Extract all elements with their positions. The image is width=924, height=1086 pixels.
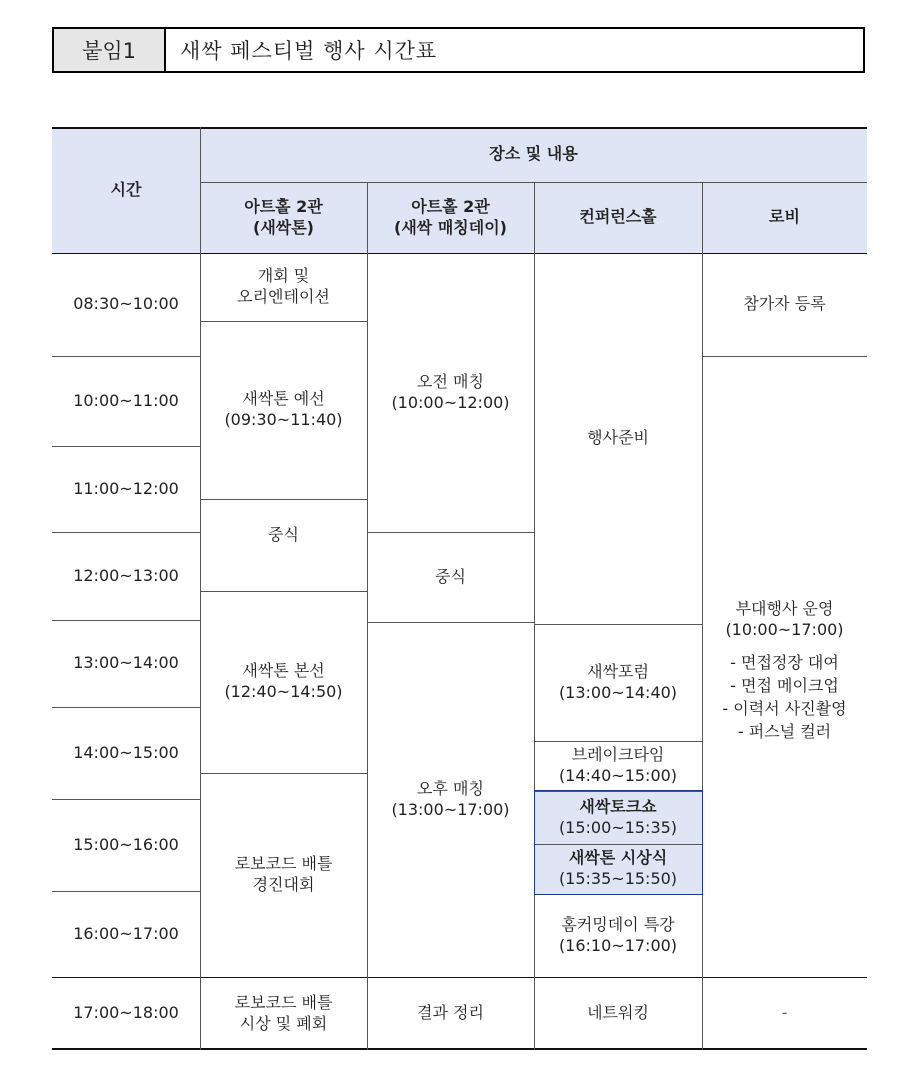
forum-line1: 새싹포럼 xyxy=(587,661,649,681)
prep-label: 행사준비 xyxy=(587,428,649,448)
header-conference-label: 컨퍼런스홀 xyxy=(579,207,657,227)
divider xyxy=(702,356,867,357)
time-slot xyxy=(52,620,200,707)
registration-label: 참가자 등록 xyxy=(743,294,826,314)
ceremony-line2: (15:35~15:50) xyxy=(558,869,678,888)
art-hall-a-award xyxy=(200,977,367,1050)
time-slot-label: 15:00~16:00 xyxy=(73,834,179,854)
art-hall-b-lunch xyxy=(367,532,534,622)
divider xyxy=(52,620,200,621)
morning-line1: 오전 매칭 xyxy=(417,371,484,391)
attachment-title: 새싹 페스티벌 행사 시간표 xyxy=(180,39,438,63)
list-item: - 면접정장 대여 xyxy=(730,652,839,672)
opening-line1: 개회 및 xyxy=(257,266,310,286)
final-line1: 새싹톤 본선 xyxy=(242,661,325,681)
divider xyxy=(534,741,702,742)
lobby-registration xyxy=(702,253,867,356)
time-slot xyxy=(52,707,200,799)
divider xyxy=(200,773,367,774)
time-slot-label: 11:00~12:00 xyxy=(73,478,179,498)
header-art-hall-a-line1: 아트홀 2관 xyxy=(244,196,323,216)
lobby-last-label: - xyxy=(781,1003,788,1023)
header-lobby xyxy=(702,182,867,253)
time-slot-label: 14:00~15:00 xyxy=(73,742,179,762)
header-art-hall-a-line2: (새싹톤) xyxy=(253,217,314,237)
events-line2: (10:00~17:00) xyxy=(725,620,844,640)
art-hall-b-morning xyxy=(367,253,534,532)
award-line2: 시상 및 폐회 xyxy=(239,1013,328,1033)
conference-break xyxy=(534,741,702,791)
divider xyxy=(702,182,703,1050)
art-hall-a-prelim xyxy=(200,321,367,499)
time-slot-label: 17:00~18:00 xyxy=(73,1003,179,1023)
header-venue-group xyxy=(200,127,867,182)
schedule-table xyxy=(52,127,867,1050)
divider xyxy=(534,182,535,1050)
list-item: - 면접 메이크업 xyxy=(730,676,839,696)
divider xyxy=(534,791,702,792)
divider xyxy=(52,253,867,254)
art-hall-a-lunch xyxy=(200,499,367,591)
art-hall-b-lunch-label: 중식 xyxy=(435,566,466,586)
divider xyxy=(367,622,534,623)
homecoming-line2: (16:10~17:00) xyxy=(558,935,678,955)
table-bottom-border xyxy=(52,1048,867,1050)
header-venue-group-label: 장소 및 내용 xyxy=(489,144,578,164)
time-slot-label: 08:30~10:00 xyxy=(73,294,179,314)
attachment-label: 붙임1 xyxy=(54,29,166,71)
break-line1: 브레이크타임 xyxy=(571,745,665,765)
afternoon-line1: 오후 매칭 xyxy=(417,778,484,798)
talk-line1: 새싹토크쇼 xyxy=(579,796,657,816)
divider xyxy=(52,707,200,708)
divider xyxy=(52,532,200,533)
divider xyxy=(367,532,534,533)
attachment-title-box xyxy=(52,27,865,73)
conference-forum xyxy=(534,624,702,741)
opening-line2: 오리엔테이션 xyxy=(237,287,330,306)
header-art-hall-b xyxy=(367,182,534,253)
divider xyxy=(200,499,367,500)
divider xyxy=(534,844,702,845)
divider xyxy=(367,182,368,1050)
divider xyxy=(52,356,200,357)
lobby-last xyxy=(702,977,867,1050)
conference-networking xyxy=(534,977,702,1050)
divider xyxy=(52,891,200,892)
lobby-events xyxy=(702,356,867,977)
header-lobby-label: 로비 xyxy=(769,207,800,227)
list-item: - 이력서 사진촬영 xyxy=(722,699,847,719)
homecoming-line1: 홈커밍데이 특강 xyxy=(561,914,675,934)
header-art-hall-b-line1: 아트홀 2관 xyxy=(411,196,490,216)
time-slot xyxy=(52,977,200,1050)
art-hall-a-lunch-label: 중식 xyxy=(268,524,299,544)
award-line1: 로보코드 배틀 xyxy=(234,992,333,1012)
time-slot-label: 10:00~11:00 xyxy=(73,390,179,410)
time-slot xyxy=(52,446,200,532)
time-slot xyxy=(52,356,200,446)
divider xyxy=(200,591,367,592)
prelim-line2: (09:30~11:40) xyxy=(224,410,343,429)
art-hall-a-final xyxy=(200,591,367,773)
afternoon-line2: (13:00~17:00) xyxy=(391,799,510,819)
time-slot-label: 16:00~17:00 xyxy=(73,923,179,943)
battle-line2: 경진대회 xyxy=(252,875,315,894)
time-slot-label: 12:00~13:00 xyxy=(73,565,179,585)
art-hall-a-opening xyxy=(200,253,367,321)
time-slot xyxy=(52,253,200,356)
ceremony-line1: 새싹톤 시상식 xyxy=(568,848,668,868)
time-slot xyxy=(52,891,200,977)
talk-line2: (15:00~15:35) xyxy=(558,817,678,837)
divider xyxy=(200,321,367,322)
morning-line2: (10:00~12:00) xyxy=(391,392,510,412)
time-slot-label: 13:00~14:00 xyxy=(73,653,179,673)
divider xyxy=(534,624,702,625)
time-slot xyxy=(52,799,200,891)
divider xyxy=(534,894,702,895)
wrapup-label: 결과 정리 xyxy=(417,1003,484,1023)
battle-line1: 로보코드 배틀 xyxy=(234,854,333,874)
lobby-event-list xyxy=(722,651,846,744)
divider xyxy=(52,799,200,800)
prelim-line1: 새싹톤 예선 xyxy=(242,389,325,409)
art-hall-b-wrapup xyxy=(367,977,534,1050)
forum-line2: (13:00~14:40) xyxy=(558,682,678,702)
art-hall-a-battle xyxy=(200,773,367,977)
conference-prep xyxy=(534,253,702,624)
events-line1: 부대행사 운영 xyxy=(735,599,834,619)
time-slot xyxy=(52,532,200,620)
break-line2: (14:40~15:00) xyxy=(558,766,678,785)
table-top-border xyxy=(52,127,867,129)
header-conference xyxy=(534,182,702,253)
divider xyxy=(52,977,867,978)
header-time-label: 시간 xyxy=(110,179,142,199)
art-hall-b-afternoon xyxy=(367,622,534,977)
divider xyxy=(52,446,200,447)
header-art-hall-b-line2: (새싹 매칭데이) xyxy=(394,217,507,237)
final-line2: (12:40~14:50) xyxy=(224,682,343,701)
header-art-hall-a xyxy=(200,182,367,253)
list-item: - 퍼스널 컬러 xyxy=(737,722,832,742)
networking-label: 네트워킹 xyxy=(587,1003,649,1023)
conference-talk-show xyxy=(534,791,702,844)
conference-homecoming xyxy=(534,894,702,977)
conference-ceremony xyxy=(534,844,702,894)
divider xyxy=(200,127,201,1050)
header-time xyxy=(52,127,200,253)
